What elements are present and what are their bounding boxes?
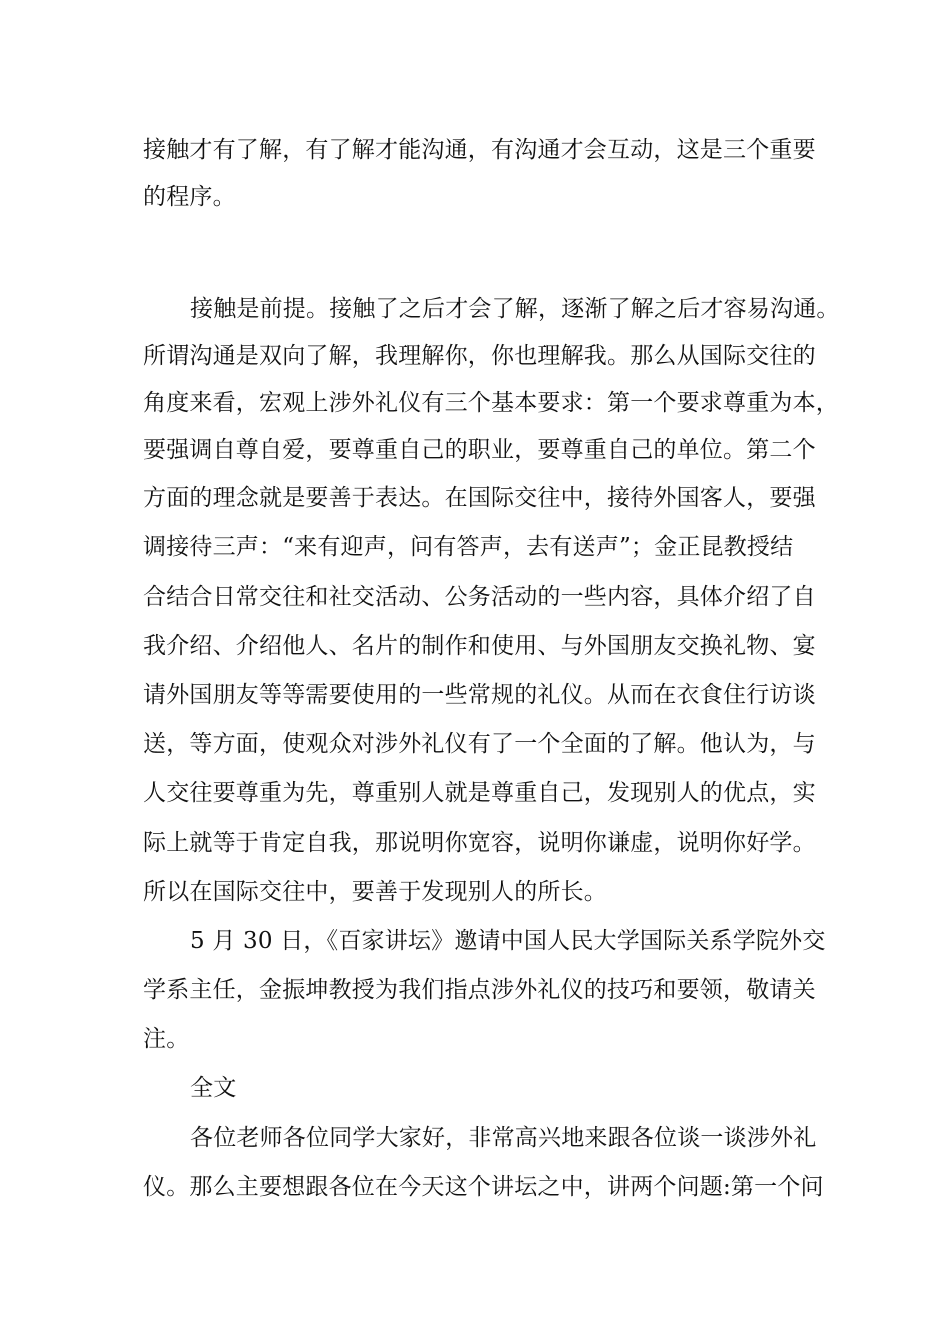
text-line: 合结合日常交往和社交活动、公务活动的一些内容，具体介绍了自 — [143, 584, 816, 610]
paragraph-first-line: 接触是前提。接触了之后才会了解，逐渐了解之后才容易沟通。 — [190, 296, 840, 322]
text-line: 角度来看，宏观上涉外礼仪有三个基本要求：第一个要求尊重为本， — [143, 390, 839, 416]
paragraph-first-line: 5 月 30 日，《百家讲坛》邀请中国人民大学国际关系学院外交 — [190, 928, 826, 954]
text-line: 所以在国际交往中，要善于发现别人的所长。 — [143, 879, 607, 905]
text-line: 方面的理念就是要善于表达。在国际交往中，接待外国客人，要强 — [143, 485, 816, 511]
text-line: 仪。那么主要想跟各位在今天这个讲坛之中，讲两个问题:第一个问 — [143, 1174, 824, 1200]
paragraph-first-line: 各位老师各位同学大家好，非常高兴地来跟各位谈一谈涉外礼 — [190, 1125, 817, 1151]
text-line: 所谓沟通是双向了解，我理解你，你也理解我。那么从国际交往的 — [143, 343, 816, 369]
text-line: 调接待三声：“来有迎声，问有答声，去有送声”；金正昆教授结 — [143, 534, 794, 560]
text-line: 要强调自尊自爱，要尊重自己的职业，要尊重自己的单位。第二个 — [143, 437, 816, 463]
text-line: 的程序。 — [143, 184, 236, 210]
text-line: 人交往要尊重为先，尊重别人就是尊重自己，发现别人的优点，实 — [143, 780, 816, 806]
text-line: 际上就等于肯定自我，那说明你宽容，说明你谦虚，说明你好学。 — [143, 830, 816, 856]
text-line: 接触才有了解，有了解才能沟通，有沟通才会互动，这是三个重要 — [143, 137, 816, 163]
text-line: 请外国朋友等等需要使用的一些常规的礼仪。从而在衣食住行访谈 — [143, 682, 816, 708]
text-line: 学系主任，金振坤教授为我们指点涉外礼仪的技巧和要领，敬请关 — [143, 977, 816, 1003]
text-line: 我介绍、介绍他人、名片的制作和使用、与外国朋友交换礼物、宴 — [143, 633, 816, 659]
text-line: 送，等方面，使观众对涉外礼仪有了一个全面的了解。他认为，与 — [143, 731, 816, 757]
section-heading: 全文 — [190, 1075, 237, 1101]
text-line: 注。 — [143, 1026, 190, 1052]
